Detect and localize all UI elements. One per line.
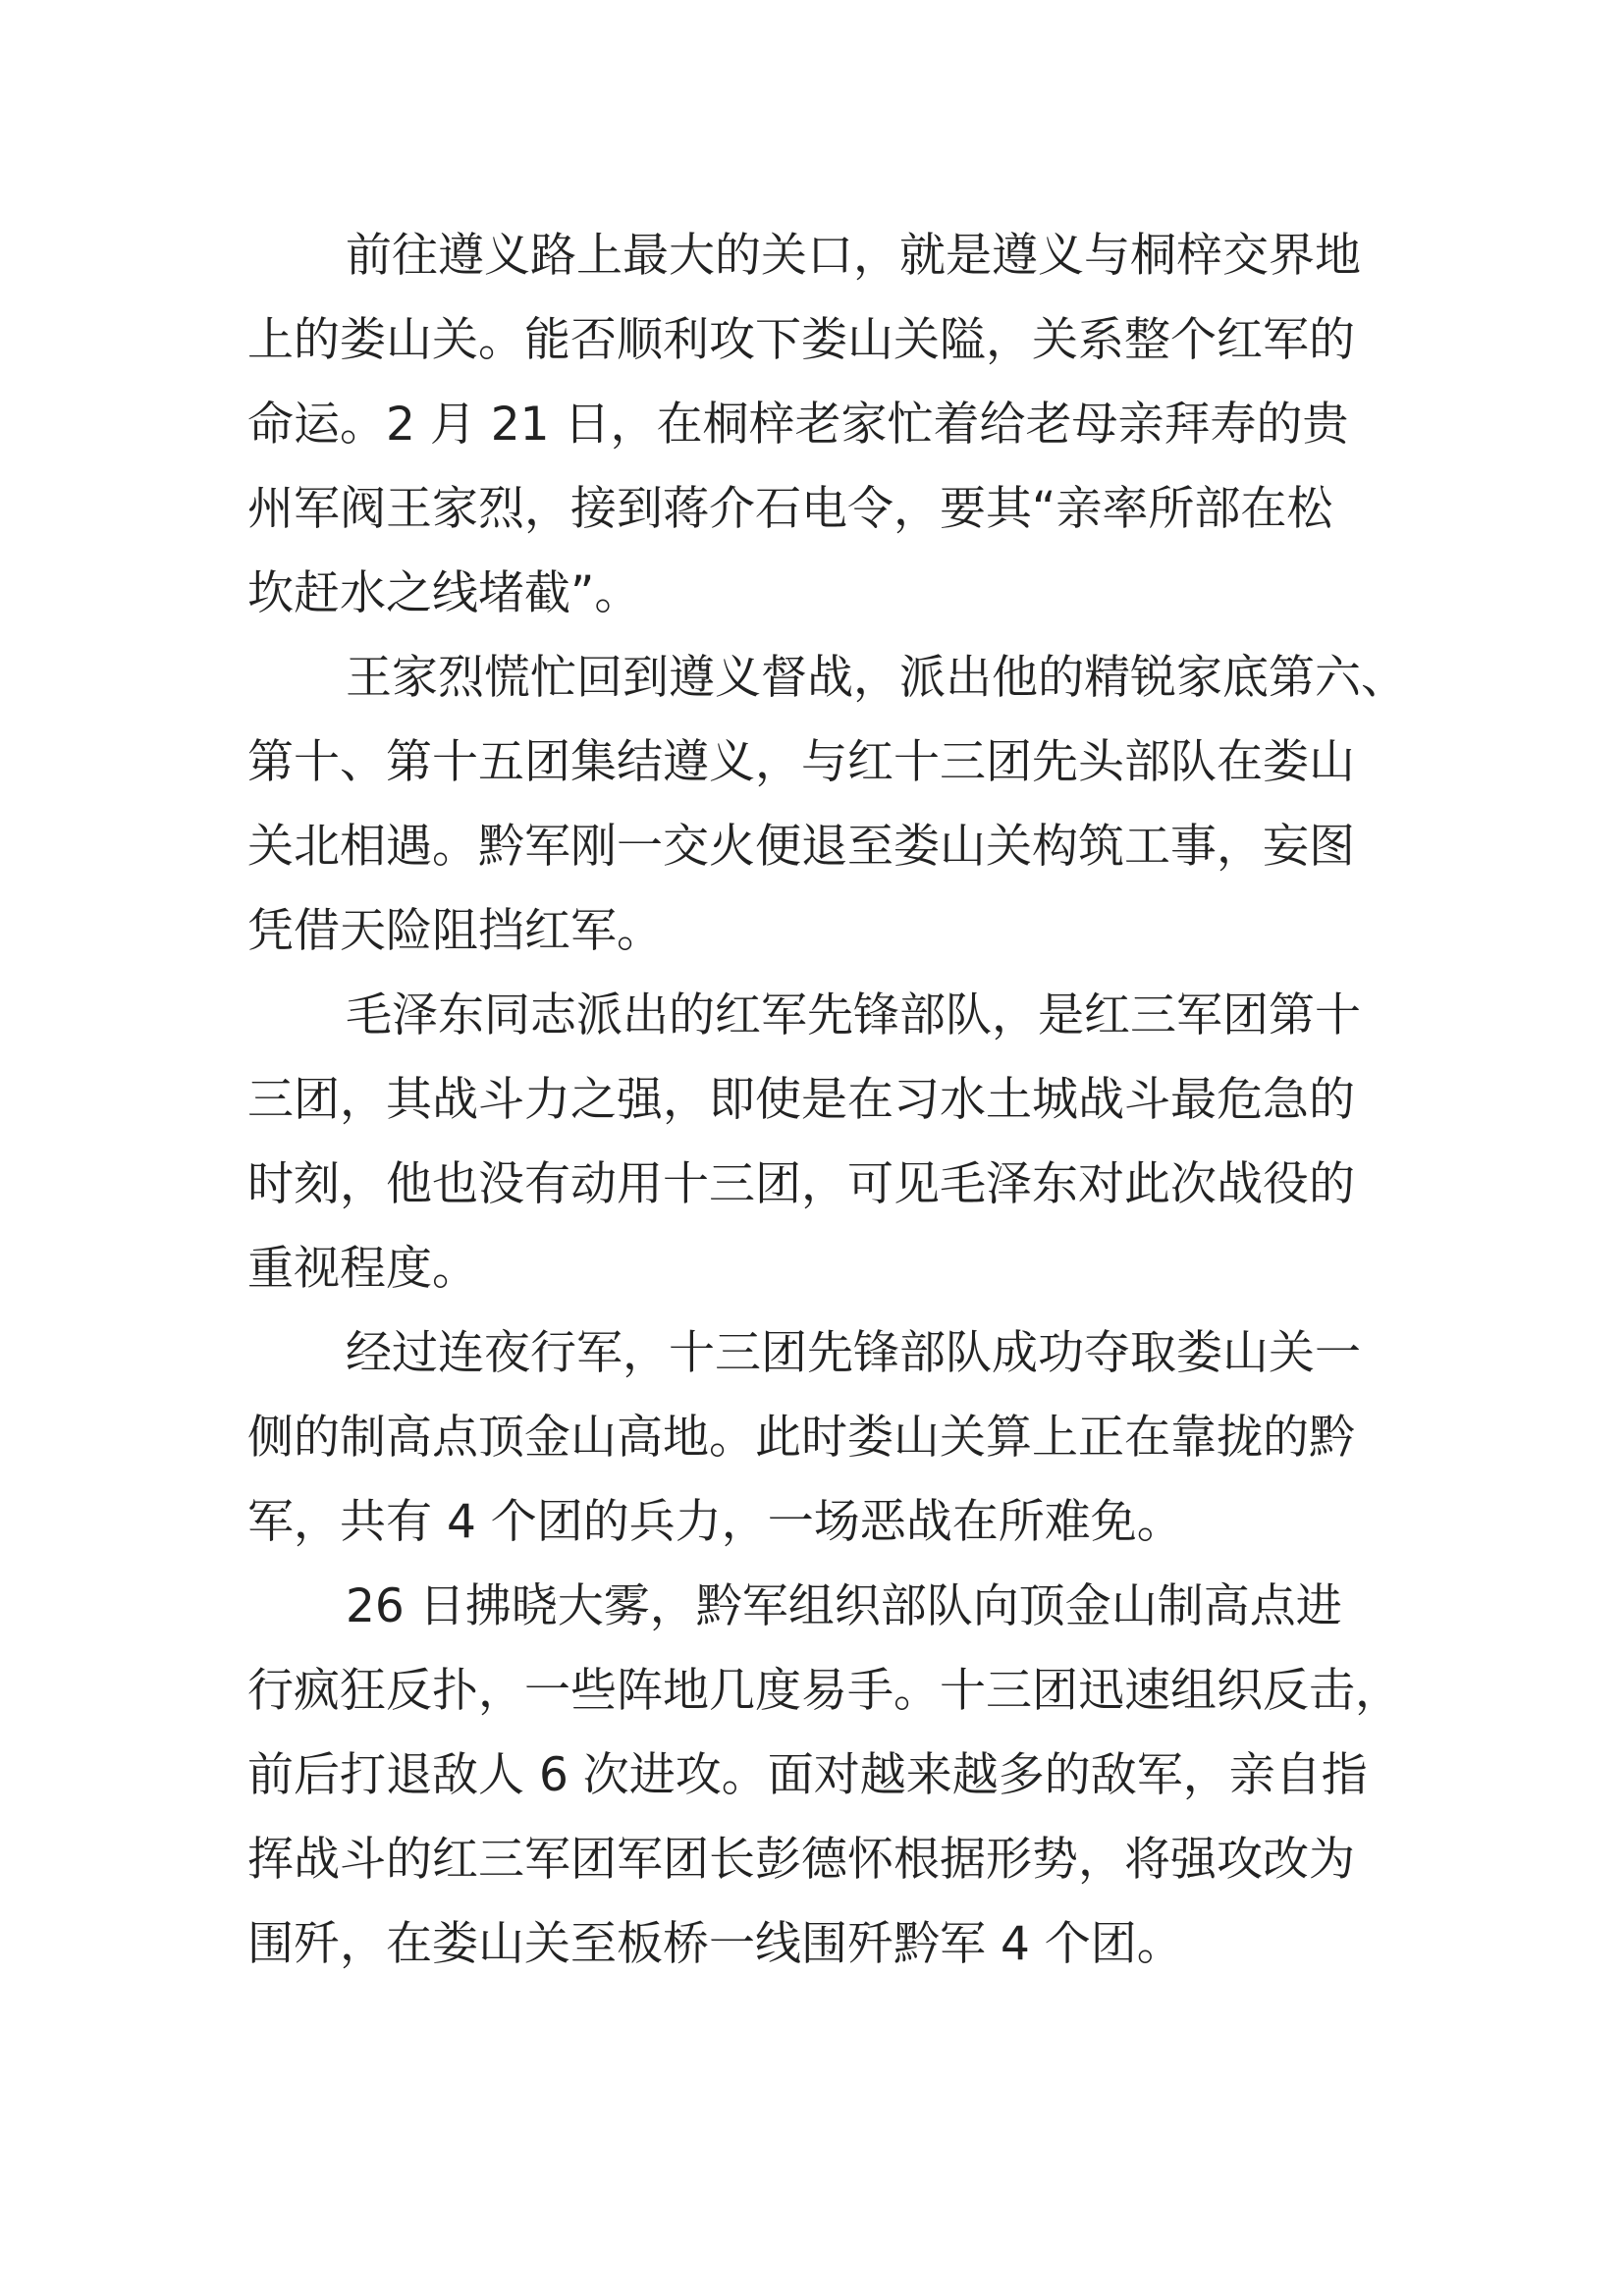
paragraph (247, 1565, 1401, 1987)
paragraph-line: 26 日拂晓大雾，黔军组织部队向顶金山制高点进 (346, 1579, 1342, 1633)
paragraph-line: 三团，其战斗力之强，即使是在习水土城战斗最危急的 (247, 1073, 1355, 1127)
body-text (247, 214, 1407, 1987)
paragraph (247, 214, 1386, 636)
paragraph-line: 前后打退敌人 6 次进攻。面对越来越多的敌军，亲自指 (247, 1748, 1368, 1802)
paragraph-line: 前往遵义路上最大的关口，就是遵义与桐梓交界地 (346, 229, 1361, 283)
paragraph-line: 第十、第十五团集结遵义，与红十三团先头部队在娄山 (247, 735, 1355, 789)
paragraph-line: 重视程度。 (247, 1242, 478, 1296)
paragraph-line: 围歼，在娄山关至板桥一线围歼黔军 4 个团。 (247, 1917, 1183, 1971)
paragraph-line: 行疯狂反扑，一些阵地几度易手。十三团迅速组织反击， (247, 1664, 1401, 1718)
paragraph-line: 州军阀王家烈，接到蒋介石电令，要其“亲率所部在松 (247, 482, 1333, 536)
paragraph-line: 凭借天险阻挡红军。 (247, 904, 663, 958)
paragraph (247, 1311, 1386, 1565)
paragraph-line: 关北相遇。黔军刚一交火便退至娄山关构筑工事，妄图 (247, 820, 1355, 874)
paragraph-line: 军，共有 4 个团的兵力，一场恶战在所难免。 (247, 1495, 1183, 1549)
paragraph (247, 636, 1407, 974)
paragraph-line: 侧的制高点顶金山高地。此时娄山关算上正在靠拢的黔 (247, 1411, 1355, 1465)
paragraph-line: 命运。2 月 21 日，在桐梓老家忙着给老母亲拜寿的贵 (247, 398, 1349, 452)
paragraph-line: 上的娄山关。能否顺利攻下娄山关隘，关系整个红军的 (247, 313, 1355, 367)
paragraph (247, 974, 1386, 1311)
paragraph-line: 王家烈慌忙回到遵义督战，派出他的精锐家底第六、 (346, 651, 1407, 705)
paragraph-line: 坎赶水之线堵截”。 (247, 566, 641, 620)
paragraph-line: 毛泽东同志派出的红军先锋部队，是红三军团第十 (346, 988, 1361, 1042)
paragraph-line: 时刻，他也没有动用十三团，可见毛泽东对此次战役的 (247, 1157, 1355, 1211)
paragraph-line: 挥战斗的红三军团军团长彭德怀根据形势，将强攻改为 (247, 1833, 1355, 1887)
paragraph-line: 经过连夜行军，十三团先锋部队成功夺取娄山关一 (346, 1326, 1361, 1380)
